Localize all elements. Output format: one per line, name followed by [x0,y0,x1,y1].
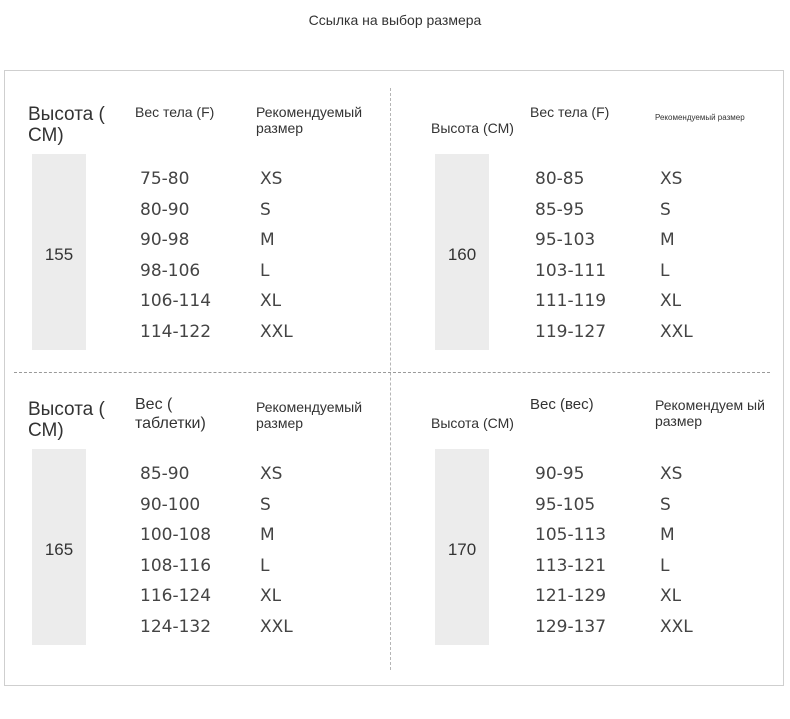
weight-cell: 121-129 [535,586,607,606]
weight-cell: 98-106 [140,260,201,281]
size-cell: L [660,555,670,576]
size-header: Рекомендуем ый размер [655,397,765,429]
height-header: Высота ( СМ) [28,104,105,146]
size-column [660,459,693,642]
size-cell: XS [660,464,683,484]
horizontal-divider [14,372,770,373]
size-cell: XL [260,586,282,606]
weight-cell: 113-121 [535,555,607,576]
weight-cell: 100-108 [140,525,212,545]
height-header: Высота (СМ) [431,120,514,136]
height-header: Высота ( СМ) [28,399,105,441]
weight-cell: 119-127 [535,321,607,342]
weight-cell: 95-103 [535,230,596,250]
weight-cell: 108-116 [140,555,212,576]
weight-cell: 90-100 [140,494,201,515]
weight-cell: 129-137 [535,616,607,637]
size-cell: XL [660,291,682,311]
size-cell: L [660,260,670,281]
size-cell: XXL [660,616,693,637]
size-column [260,459,293,642]
size-cell: XS [660,169,683,189]
size-header: Рекомендуемый размер [256,399,363,431]
size-header: Рекомендуемый размер [655,113,745,122]
weight-cell: 116-124 [140,586,212,606]
weight-cell: 85-95 [535,199,585,220]
weight-cell: 111-119 [535,291,607,311]
weight-cell: 80-85 [535,169,585,189]
weight-cell: 75-80 [140,169,190,189]
size-cell: XXL [660,321,693,342]
weight-header: Вес ( таблетки) [135,396,206,432]
size-cell: XXL [260,616,293,637]
weight-cell: 103-111 [535,260,607,281]
size-cell: S [660,199,671,220]
height-value: 170 [447,540,477,559]
weight-header: Вес тела (F) [135,104,215,120]
size-table-165 [10,375,380,665]
weight-column [535,164,606,347]
weight-cell: 124-132 [140,616,212,637]
size-cell: S [660,494,671,515]
size-cell: S [260,494,271,515]
size-cell: M [260,230,275,250]
weight-cell: 90-98 [140,230,190,250]
size-cell: XS [260,169,283,189]
size-cell: L [260,260,270,281]
weight-cell: 106-114 [140,291,212,311]
weight-cell: 85-90 [140,464,190,484]
height-value: 155 [44,245,74,264]
weight-cell: 114-122 [140,321,212,342]
size-table-170 [405,375,775,665]
size-column [260,164,293,347]
size-cell: M [660,525,675,545]
weight-header: Вес (вес) [530,396,594,413]
weight-column [535,459,606,642]
weight-cell: 95-105 [535,494,596,515]
size-cell: XS [260,464,283,484]
size-cell: M [260,525,275,545]
weight-header: Вес тела (F) [530,104,610,120]
size-header: Рекомендуемый размер [256,104,363,136]
height-value: 160 [447,245,477,264]
size-cell: S [260,199,271,220]
size-cell: M [660,230,675,250]
weight-column [140,459,211,642]
weight-cell: 105-113 [535,525,607,545]
vertical-divider [390,88,391,670]
weight-cell: 90-95 [535,464,585,484]
height-header: Высота (СМ) [431,415,514,431]
size-cell: XL [260,291,282,311]
size-cell: L [260,555,270,576]
weight-column [140,164,211,347]
size-column [660,164,693,347]
size-cell: XL [660,586,682,606]
size-cell: XXL [260,321,293,342]
weight-cell: 80-90 [140,199,190,220]
size-table-160 [405,80,775,370]
size-table-155 [10,80,380,370]
height-value: 165 [44,540,74,559]
page-title: Ссылка на выбор размера [308,12,482,28]
